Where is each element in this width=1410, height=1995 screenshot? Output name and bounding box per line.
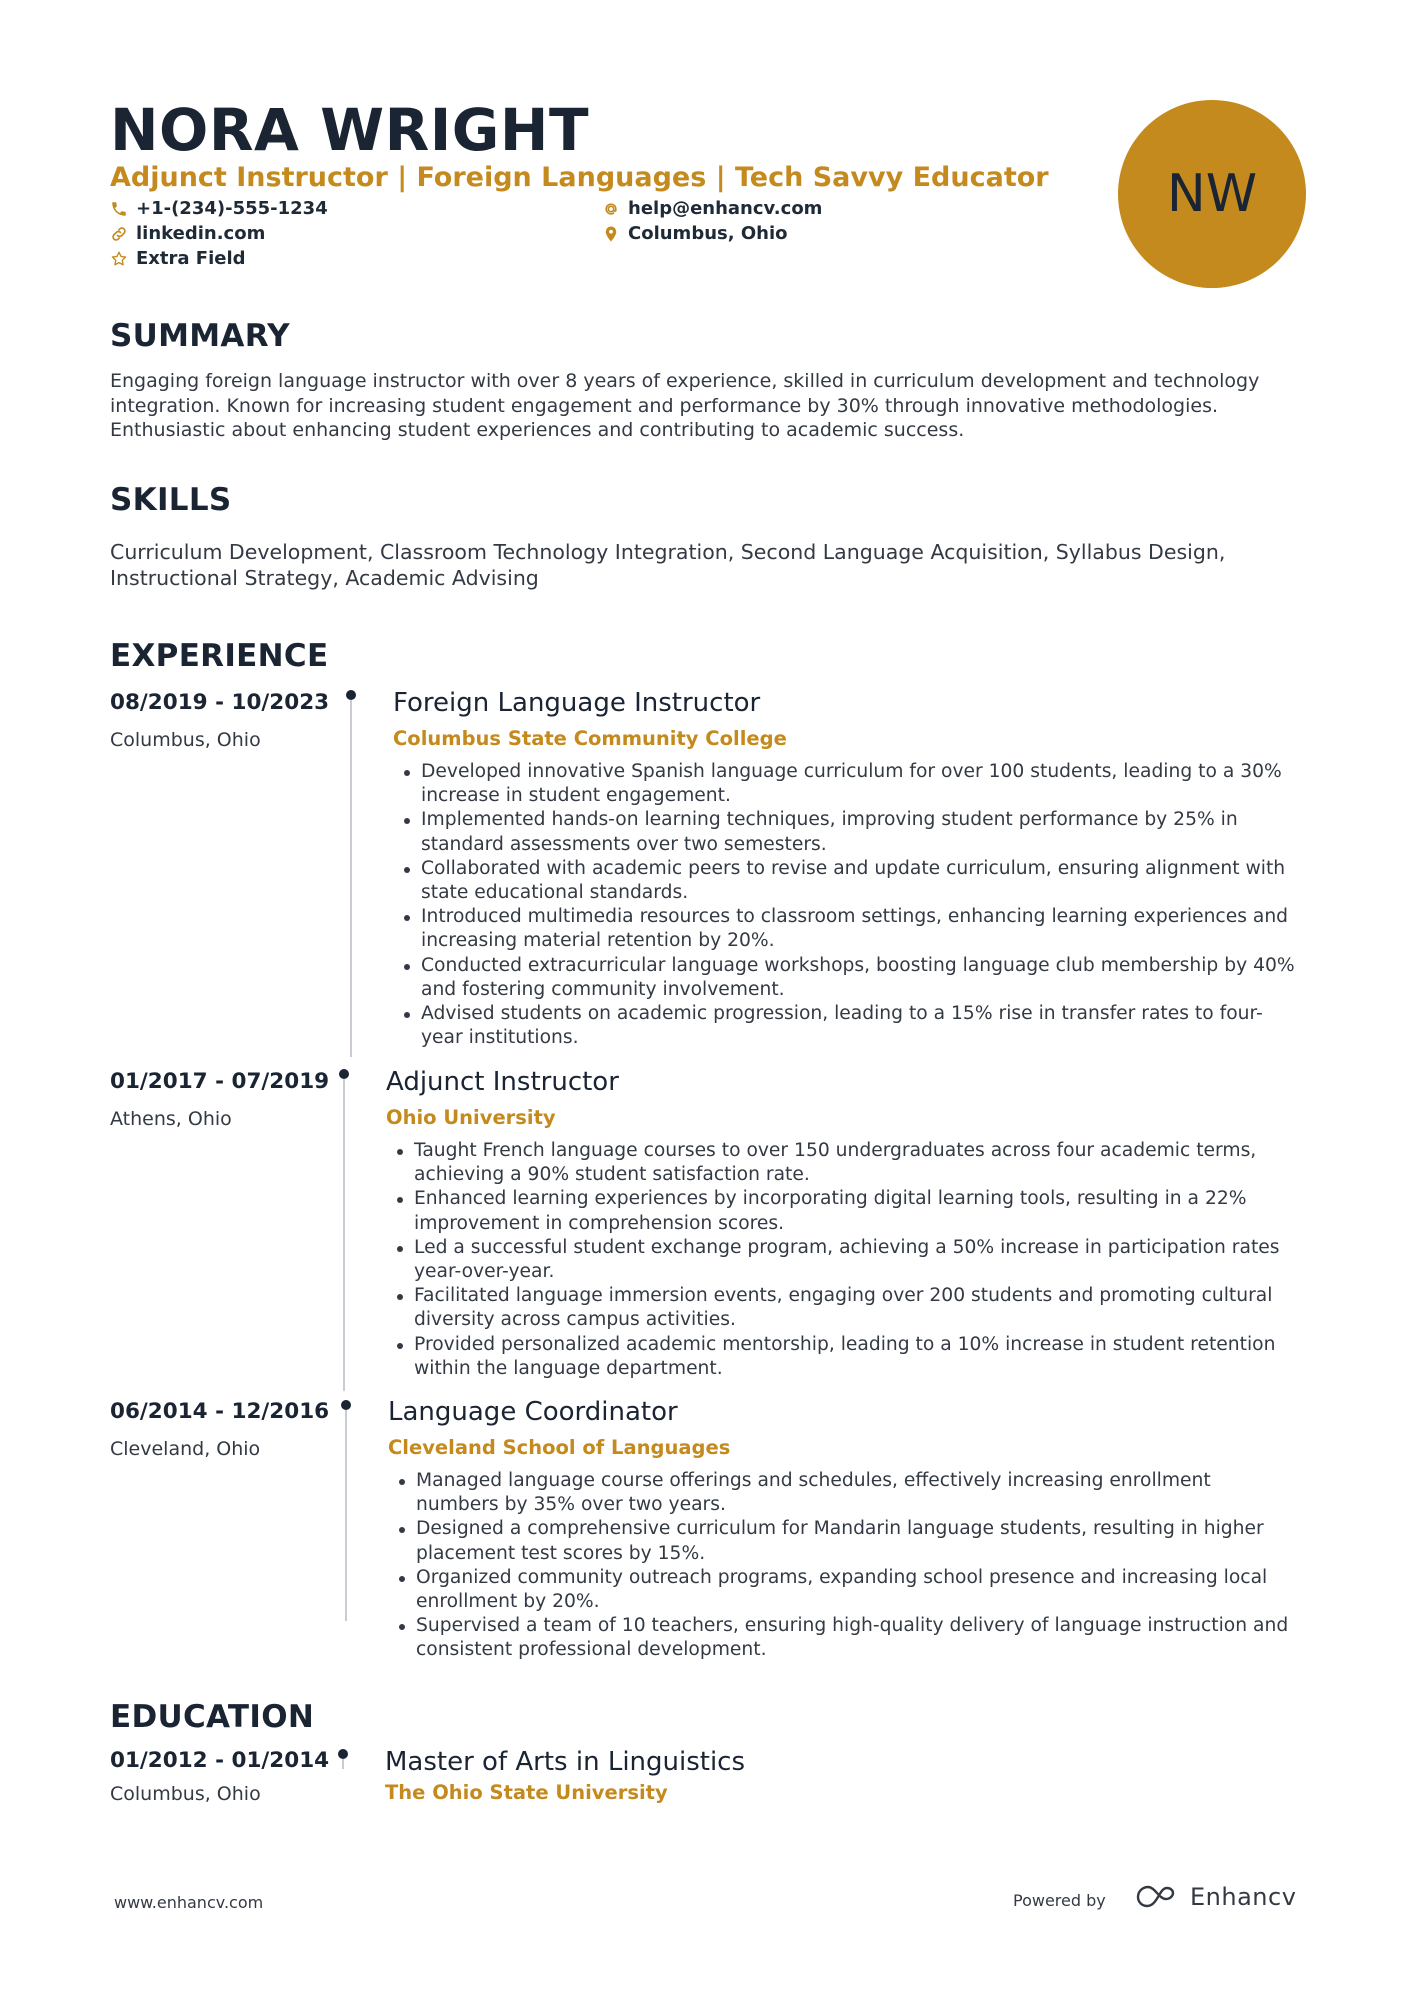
timeline-line	[343, 1079, 345, 1391]
summary-heading: SUMMARY	[110, 318, 290, 354]
education-degree: Master of Arts in Linguistics	[385, 1747, 746, 1777]
bullet-item: Designed a comprehensive curriculum for Mandarin language students, resulting in higher placement test scores by 15%.	[397, 1517, 1297, 1565]
entry-bullets	[397, 1469, 1297, 1663]
entry-location: Cleveland, Ohio	[110, 1438, 261, 1460]
bullet-item: Collaborated with academic peers to revise and update curriculum, ensuring alignment with state educational standards.	[402, 857, 1302, 905]
timeline-line	[350, 700, 352, 1057]
bullet-item: Supervised a team of 10 teachers, ensuring high-quality delivery of language instruction and consistent professional development.	[397, 1614, 1297, 1662]
summary-text: Engaging foreign language instructor with over 8 years of experience, skilled in curriculum development and technology integration. Known for increasing student engagement and performance by 30% through innovative methodologies. Enthusiastic about enhancing student experiences and contributing to academic success.	[110, 370, 1260, 441]
contact-location	[602, 223, 788, 244]
map-pin-icon	[602, 225, 620, 243]
bullet-item: Developed innovative Spanish language curriculum for over 100 students, leading to a 30% increase in student engagement.	[402, 760, 1302, 808]
location-text: Columbus, Ohio	[628, 223, 788, 244]
contact-phone[interactable]	[110, 198, 328, 219]
entry-role: Language Coordinator	[388, 1397, 678, 1427]
avatar-initials: NW	[1166, 164, 1258, 224]
email-text: help@enhancv.com	[628, 198, 823, 219]
contact-linkedin[interactable]	[110, 223, 265, 244]
entry-location: Athens, Ohio	[110, 1108, 232, 1130]
entry-organization: Cleveland School of Languages	[388, 1436, 731, 1459]
entry-role: Foreign Language Instructor	[393, 688, 761, 718]
bullet-item: Provided personalized academic mentorship, leading to a 10% increase in student retention within the language department.	[395, 1333, 1295, 1381]
entry-dates: 06/2014 - 12/2016	[110, 1399, 330, 1424]
phone-text: +1-(234)-555-1234	[136, 198, 328, 219]
phone-icon	[110, 200, 128, 218]
candidate-name: NORA WRIGHT	[110, 96, 590, 164]
star-icon	[110, 250, 128, 268]
timeline-dot	[339, 1069, 349, 1079]
bullet-item: Conducted extracurricular language workshops, boosting language club membership by 40% and fostering community involvement.	[402, 954, 1302, 1002]
bullet-item: Facilitated language immersion events, engaging over 200 students and promoting cultural diversity across campus activities.	[395, 1284, 1295, 1332]
timeline-line	[342, 1759, 344, 1769]
entry-bullets	[402, 760, 1302, 1050]
bullet-item: Enhanced learning experiences by incorporating digital learning tools, resulting in a 22% improvement in comprehension scores.	[395, 1187, 1295, 1235]
footer-website[interactable]: www.enhancv.com	[114, 1893, 264, 1912]
bullet-item: Organized community outreach programs, expanding school presence and increasing local enrollment by 20%.	[397, 1566, 1297, 1614]
extra-field-text: Extra Field	[136, 248, 246, 269]
footer-brand: Enhancv	[1190, 1883, 1297, 1911]
entry-location: Columbus, Ohio	[110, 729, 261, 751]
entry-dates: 01/2017 - 07/2019	[110, 1069, 330, 1094]
contact-email[interactable]	[602, 198, 822, 219]
entry-organization: Ohio University	[386, 1106, 556, 1129]
footer-powered-by: Powered by	[1013, 1891, 1106, 1910]
education-dates: 01/2012 - 01/2014	[110, 1748, 330, 1773]
enhancv-logo-icon	[1134, 1882, 1182, 1912]
bullet-item: Advised students on academic progression, leading to a 15% rise in transfer rates to four-year institutions.	[402, 1002, 1302, 1050]
candidate-subtitle: Adjunct Instructor | Foreign Languages | Tech Savvy Educator	[110, 162, 1049, 193]
bullet-item: Led a successful student exchange program, achieving a 50% increase in participation rates year-over-year.	[395, 1236, 1295, 1284]
entry-bullets	[395, 1139, 1295, 1381]
bullet-item: Introduced multimedia resources to classroom settings, enhancing learning experiences and increasing material retention by 20%.	[402, 905, 1302, 953]
entry-organization: Columbus State Community College	[393, 727, 787, 750]
entry-dates: 08/2019 - 10/2023	[110, 690, 330, 715]
at-sign-icon	[602, 200, 620, 218]
skills-text: Curriculum Development, Classroom Technology Integration, Second Language Acquisition, Syllabus Design, Instructional Strategy, Academic Advising	[110, 540, 1226, 590]
timeline-dot	[338, 1749, 348, 1759]
bullet-item: Managed language course offerings and schedules, effectively increasing enrollment numbers by 35% over two years.	[397, 1469, 1297, 1517]
education-school: The Ohio State University	[385, 1781, 668, 1804]
education-location: Columbus, Ohio	[110, 1783, 261, 1805]
timeline-line	[345, 1410, 347, 1621]
contact-extra	[110, 248, 246, 269]
linkedin-text: linkedin.com	[136, 223, 266, 244]
bullet-item: Implemented hands-on learning techniques, improving student performance by 25% in standard assessments over two semesters.	[402, 808, 1302, 856]
link-icon	[110, 225, 128, 243]
skills-heading: SKILLS	[110, 482, 232, 518]
timeline-dot	[341, 1400, 351, 1410]
entry-role: Adjunct Instructor	[386, 1067, 619, 1097]
bullet-item: Taught French language courses to over 150 undergraduates across four academic terms, achieving a 90% student satisfaction rate.	[395, 1139, 1295, 1187]
education-heading: EDUCATION	[110, 1699, 315, 1735]
experience-heading: EXPERIENCE	[110, 638, 329, 674]
footer-logo[interactable]	[1134, 1882, 1296, 1912]
avatar	[1118, 100, 1306, 288]
timeline-dot	[346, 690, 356, 700]
